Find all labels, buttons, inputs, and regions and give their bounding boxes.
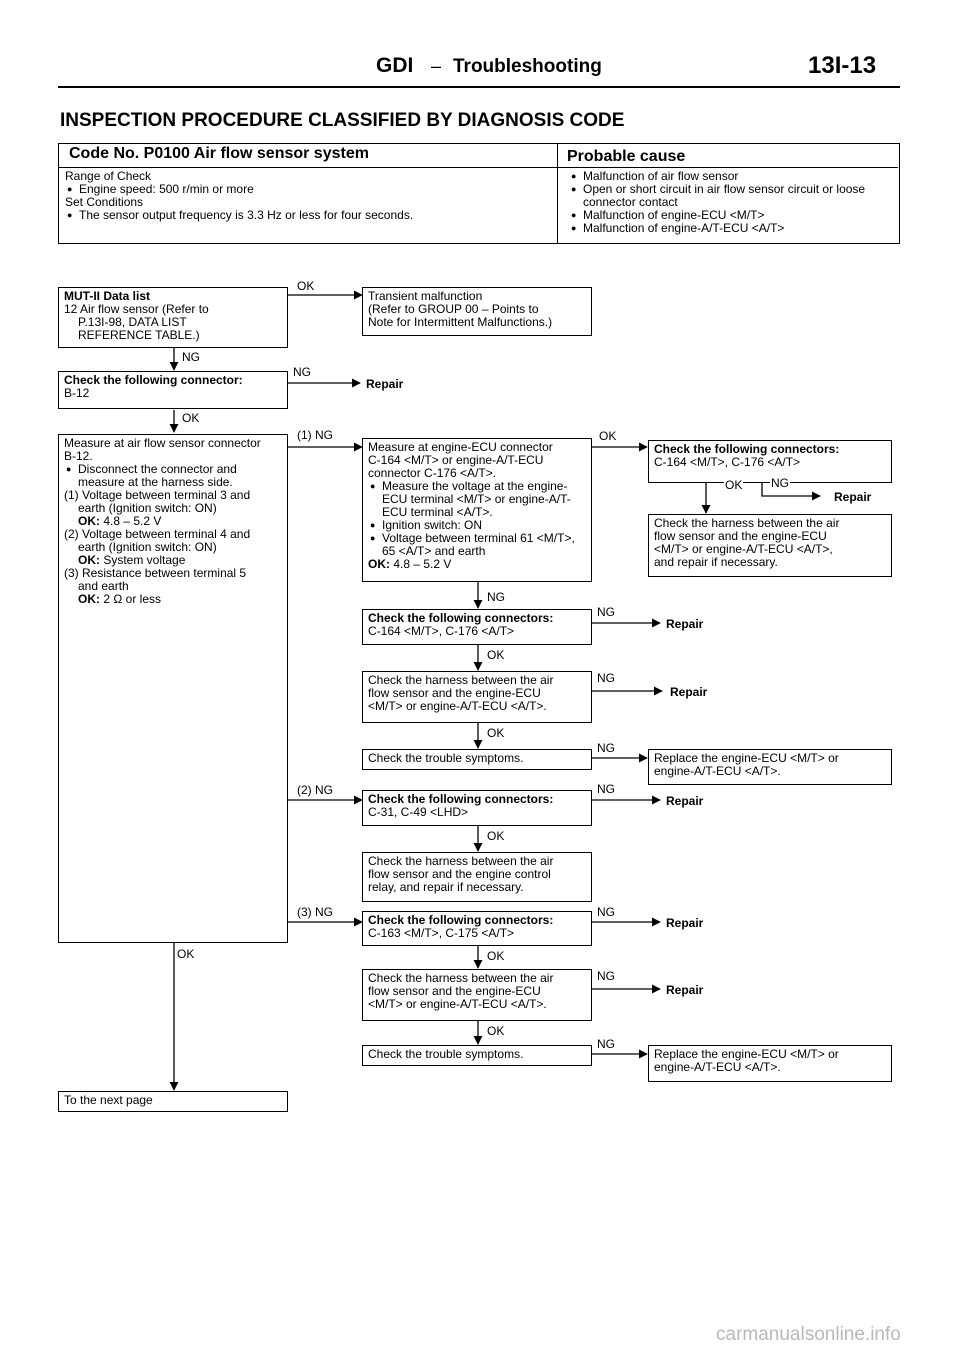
label-ng1: (1) NG bbox=[297, 428, 333, 442]
harness-c-line: <M/T> or engine-A/T-ECU <A/T>. bbox=[368, 997, 547, 1011]
check-conn-a-title: Check the following connectors: bbox=[368, 611, 554, 625]
label-ng-conn-b: NG bbox=[597, 782, 615, 796]
ok-value: 4.8 – 5.2 V bbox=[103, 514, 162, 528]
label-ok-conn-c: OK bbox=[487, 949, 505, 963]
mut-title: MUT-II Data list bbox=[64, 289, 151, 303]
range-label: Range of Check bbox=[65, 169, 152, 183]
harness-top-line: Check the harness between the air bbox=[654, 516, 840, 530]
cause-item: ● Malfunction of engine-A/T-ECU <A/T> bbox=[583, 222, 889, 235]
measure-afs-m2b: earth (Ignition switch: ON) bbox=[78, 540, 217, 554]
measure-afs-line2: B-12. bbox=[64, 449, 93, 463]
check-conn-c-line: C-163 <M/T>, C-175 <A/T> bbox=[368, 926, 515, 940]
label-ok-harness-c: OK bbox=[487, 1024, 505, 1038]
check-connectors-a-box bbox=[362, 609, 592, 645]
harness-b-line: Check the harness between the air bbox=[368, 854, 554, 868]
trouble-a-line: Check the trouble symptoms. bbox=[368, 751, 524, 765]
ok-label: OK: bbox=[368, 557, 390, 571]
label-ng-ecu: NG bbox=[487, 590, 505, 604]
label-ng-conn-a: NG bbox=[597, 605, 615, 619]
mut-data-list-box bbox=[58, 287, 288, 348]
check-connectors-b-box bbox=[362, 790, 592, 826]
code-heading: Code No. P0100 Air flow sensor system bbox=[69, 145, 369, 162]
label-ok-b12: OK bbox=[182, 411, 200, 425]
ok-label: OK: bbox=[78, 592, 100, 606]
harness-b-line: flow sensor and the engine control bbox=[368, 867, 551, 881]
replace-a-line: engine-A/T-ECU <A/T>. bbox=[654, 764, 781, 778]
harness-c-line: Check the harness between the air bbox=[368, 971, 554, 985]
measure-ecu-bullet: ● Ignition switch: ON bbox=[382, 519, 586, 532]
trouble-c-line: Check the trouble symptoms. bbox=[368, 1047, 524, 1061]
trouble-symptoms-c-box bbox=[362, 1045, 592, 1066]
check-connector-b12-box bbox=[58, 371, 288, 409]
range-item: ● Engine speed: 500 r/min or more bbox=[79, 183, 545, 196]
measure-afs-m1: (1) Voltage between terminal 3 and bbox=[64, 488, 251, 502]
check-conn-b-title: Check the following connectors: bbox=[368, 792, 554, 806]
measure-afs-bullet: ● Disconnect the connector and measure at the harness side. bbox=[78, 463, 282, 489]
check-connectors-c-box bbox=[362, 911, 592, 946]
transient-line: (Refer to GROUP 00 – Points to bbox=[368, 302, 539, 316]
measure-ecu-line: connector C-176 <A/T>. bbox=[368, 466, 497, 480]
ok-label: OK: bbox=[78, 514, 100, 528]
harness-top-box bbox=[648, 514, 892, 577]
check-conn-b-line: C-31, C-49 <LHD> bbox=[368, 805, 469, 819]
check-b12-title: Check the following connector: bbox=[64, 373, 243, 387]
harness-c-box bbox=[362, 969, 592, 1021]
measure-ecu-bullet: ● Voltage between terminal 61 <M/T>, 65 <A/T> and earth bbox=[382, 532, 586, 558]
replace-c-line: engine-A/T-ECU <A/T>. bbox=[654, 1060, 781, 1074]
measure-afs-title: Measure at air flow sensor connector bbox=[64, 436, 261, 450]
replace-ecu-c-box bbox=[648, 1045, 892, 1082]
repair-conn-a: Repair bbox=[666, 617, 704, 631]
measure-ecu-ok bbox=[368, 558, 586, 571]
replace-a-line: Replace the engine-ECU <M/T> or bbox=[654, 751, 839, 765]
mut-line: REFERENCE TABLE.) bbox=[78, 328, 200, 342]
replace-c-line: Replace the engine-ECU <M/T> or bbox=[654, 1047, 839, 1061]
label-ng2: (2) NG bbox=[297, 783, 333, 797]
cause-item: ● Malfunction of engine-ECU <M/T> bbox=[583, 209, 889, 222]
transient-line: Transient malfunction bbox=[368, 289, 483, 303]
check-conn-c-title: Check the following connectors: bbox=[368, 913, 554, 927]
check-conn-top-title: Check the following connectors: bbox=[654, 442, 840, 456]
repair-harness-a: Repair bbox=[670, 685, 708, 699]
measure-afs-m2: (2) Voltage between terminal 4 and bbox=[64, 527, 251, 541]
measure-afs-connector-box bbox=[58, 434, 288, 943]
measure-afs-m3b: and earth bbox=[78, 579, 129, 593]
cause-item: ● Malfunction of air flow sensor bbox=[583, 170, 889, 183]
harness-a-line: <M/T> or engine-A/T-ECU <A/T>. bbox=[368, 699, 547, 713]
check-conn-a-line: C-164 <M/T>, C-176 <A/T> bbox=[368, 624, 515, 638]
next-page-box bbox=[58, 1091, 288, 1112]
ok-label: OK: bbox=[78, 553, 100, 567]
next-page-line: To the next page bbox=[64, 1093, 153, 1107]
header-center-title: Troubleshooting bbox=[453, 56, 602, 77]
measure-afs-m1b: earth (Ignition switch: ON) bbox=[78, 501, 217, 515]
label-ng3: (3) NG bbox=[297, 905, 333, 919]
harness-a-line: Check the harness between the air bbox=[368, 673, 554, 687]
harness-top-line: <M/T> or engine-A/T-ECU <A/T>, bbox=[654, 542, 833, 556]
header-left-title: GDI bbox=[376, 54, 414, 77]
page-number: 13I-13 bbox=[808, 52, 877, 79]
label-ok-mut: OK bbox=[297, 279, 315, 293]
replace-ecu-a-box bbox=[648, 749, 892, 785]
ok-value: 4.8 – 5.2 V bbox=[393, 557, 452, 571]
repair-conn-top: Repair bbox=[834, 490, 872, 504]
harness-b-line: relay, and repair if necessary. bbox=[368, 880, 524, 894]
header-dash: – bbox=[431, 56, 442, 76]
harness-a-box bbox=[362, 671, 592, 723]
repair-conn-c: Repair bbox=[666, 916, 704, 930]
transient-line: Note for Intermittent Malfunctions.) bbox=[368, 315, 553, 329]
ok-value: System voltage bbox=[103, 553, 186, 567]
cause-item: ● Open or short circuit in air flow sensor circuit or loose connector contact bbox=[583, 183, 889, 209]
label-ng-conn-c: NG bbox=[597, 905, 615, 919]
mut-line: 12 Air flow sensor (Refer to bbox=[64, 302, 209, 316]
label-ng-conn-top: NG bbox=[771, 476, 789, 490]
harness-c-line: flow sensor and the engine-ECU bbox=[368, 984, 541, 998]
set-item: ● The sensor output frequency is 3.3 Hz or less for four seconds. bbox=[79, 209, 545, 222]
repair-harness-c: Repair bbox=[666, 983, 704, 997]
label-ng-trouble-a: NG bbox=[597, 741, 615, 755]
label-ok-conn-top: OK bbox=[725, 478, 743, 492]
measure-ecu-connector-box bbox=[362, 438, 592, 582]
measure-ecu-line: Measure at engine-ECU connector bbox=[368, 440, 553, 454]
label-ok-measure-afs: OK bbox=[177, 947, 195, 961]
measure-ecu-bullet: ● Measure the voltage at the engine-ECU terminal <M/T> or engine-A/T-ECU terminal <A/T>. bbox=[382, 480, 586, 519]
label-ok-harness-a: OK bbox=[487, 726, 505, 740]
transient-malfunction-box bbox=[362, 287, 592, 336]
check-b12-line: B-12 bbox=[64, 386, 90, 400]
label-ng-b12: NG bbox=[293, 365, 311, 379]
ok-value: 2 Ω or less bbox=[103, 592, 161, 606]
measure-ecu-line: C-164 <M/T> or engine-A/T-ECU bbox=[368, 453, 544, 467]
label-ng-harness-a: NG bbox=[597, 671, 615, 685]
measure-afs-m3: (3) Resistance between terminal 5 bbox=[64, 566, 247, 580]
label-ng-mut: NG bbox=[182, 350, 200, 364]
set-label: Set Conditions bbox=[65, 195, 144, 209]
harness-a-line: flow sensor and the engine-ECU bbox=[368, 686, 541, 700]
label-ok-ecu: OK bbox=[599, 429, 617, 443]
check-conn-top-line: C-164 <M/T>, C-176 <A/T> bbox=[654, 455, 801, 469]
label-ng-trouble-c: NG bbox=[597, 1037, 615, 1051]
label-ok-conn-a: OK bbox=[487, 648, 505, 662]
cause-heading: Probable cause bbox=[567, 148, 686, 165]
measure-afs-m3ok bbox=[64, 593, 282, 606]
watermark: carmanualsonline.info bbox=[716, 1324, 901, 1345]
section-title: INSPECTION PROCEDURE CLASSIFIED BY DIAGNOSIS CODE bbox=[60, 110, 625, 131]
label-ng-harness-c: NG bbox=[597, 969, 615, 983]
trouble-symptoms-a-box bbox=[362, 749, 592, 770]
repair-b12: Repair bbox=[366, 377, 404, 391]
label-ok-conn-b: OK bbox=[487, 829, 505, 843]
harness-top-line: and repair if necessary. bbox=[654, 555, 778, 569]
harness-b-box bbox=[362, 852, 592, 902]
repair-conn-b: Repair bbox=[666, 794, 704, 808]
mut-line: P.13I-98, DATA LIST bbox=[78, 315, 187, 329]
harness-top-line: flow sensor and the engine-ECU bbox=[654, 529, 827, 543]
